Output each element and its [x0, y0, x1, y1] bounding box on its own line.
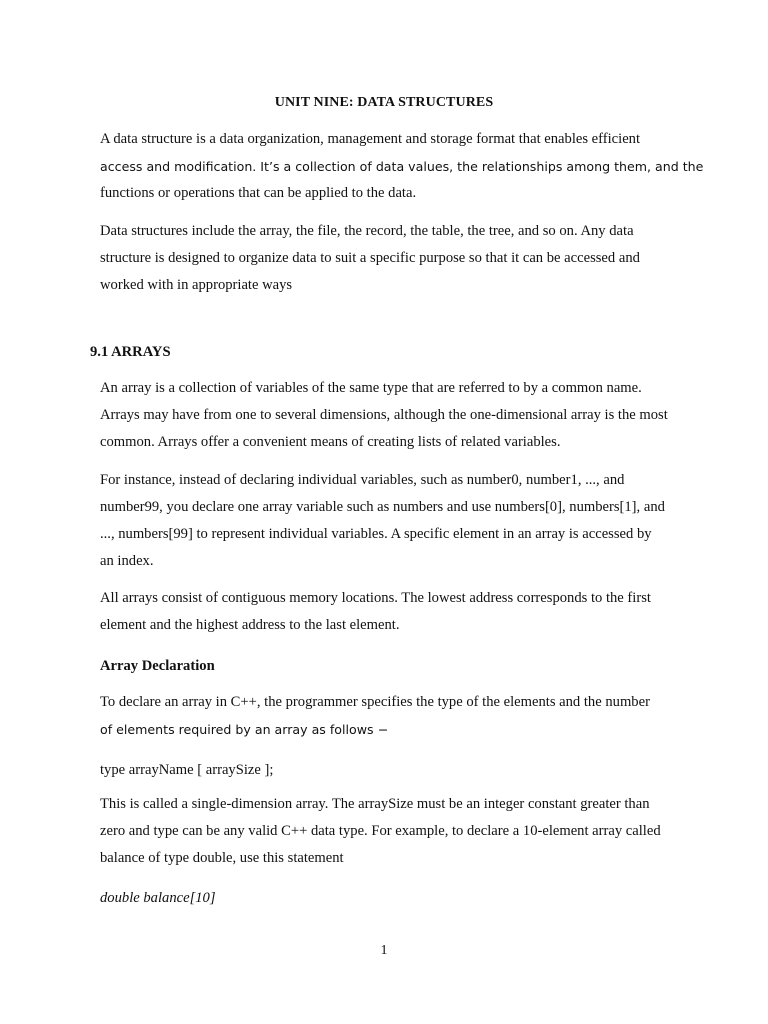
examples-line-2: structure is designed to organize data to suit a specific purpose so that it can be accessed and — [100, 250, 640, 266]
arrays-intro-line-2: Arrays may have from one to several dimensions, although the one-dimensional array is the most — [100, 407, 668, 423]
arrays-memory-line-2: element and the highest address to the last element. — [100, 617, 400, 633]
examples-paragraph — [100, 218, 678, 299]
arrays-instance-line-1: For instance, instead of declaring individual variables, such as number0, number1, ..., and — [100, 472, 625, 488]
page-number: 1 — [380, 943, 388, 958]
arrays-intro-line-3: common. Arrays offer a convenient means of creating lists of related variables. — [100, 434, 561, 450]
intro-line-3: functions or operations that can be applied to the data. — [100, 185, 417, 201]
examples-line-1: Data structures include the array, the file, the record, the table, the tree, and so on. Any data — [100, 223, 634, 239]
arrays-memory-paragraph — [100, 585, 678, 639]
arrays-instance-line-3: ..., numbers[99] to represent individual variables. A specific element in an array is accessed by — [100, 526, 652, 542]
arrays-memory-line-1: All arrays consist of contiguous memory locations. The lowest address corresponds to the first — [100, 590, 651, 606]
single-dimension-paragraph — [100, 791, 678, 872]
arrays-intro-paragraph — [100, 375, 678, 456]
arrays-instance-paragraph — [100, 467, 678, 575]
single-dimension-line-1: This is called a single-dimension array. The arraySize must be an integer constant greater than — [100, 796, 650, 812]
intro-line-1: A data structure is a data organization, management and storage format that enables efficient — [100, 131, 641, 147]
declaration-line-1: To declare an array in C++, the programmer specifies the type of the elements and the number — [100, 694, 650, 710]
example-code: double balance[10] — [100, 890, 216, 906]
declaration-line-2: of elements required by an array as follows − — [100, 722, 389, 737]
syntax-line: type arrayName [ arraySize ]; — [100, 762, 274, 778]
examples-line-3: worked with in appropriate ways — [100, 277, 293, 293]
declaration-paragraph — [100, 689, 678, 743]
arrays-intro-line-1: An array is a collection of variables of the same type that are referred to by a common name. — [100, 380, 642, 396]
intro-paragraph — [100, 126, 704, 207]
unit-title: UNIT NINE: DATA STRUCTURES — [274, 95, 494, 110]
subheading-array-declaration: Array Declaration — [100, 658, 215, 674]
intro-line-2: access and modification. It’s a collection of data values, the relationships among them, and the — [100, 159, 704, 174]
single-dimension-line-3: balance of type double, use this statement — [100, 850, 344, 866]
section-heading-arrays: 9.1 ARRAYS — [90, 344, 171, 360]
single-dimension-line-2: zero and type can be any valid C++ data type. For example, to declare a 10-element array called — [100, 823, 661, 839]
arrays-instance-line-2: number99, you declare one array variable such as numbers and use numbers[0], numbers[1], and — [100, 499, 665, 515]
arrays-instance-line-4: an index. — [100, 553, 154, 569]
